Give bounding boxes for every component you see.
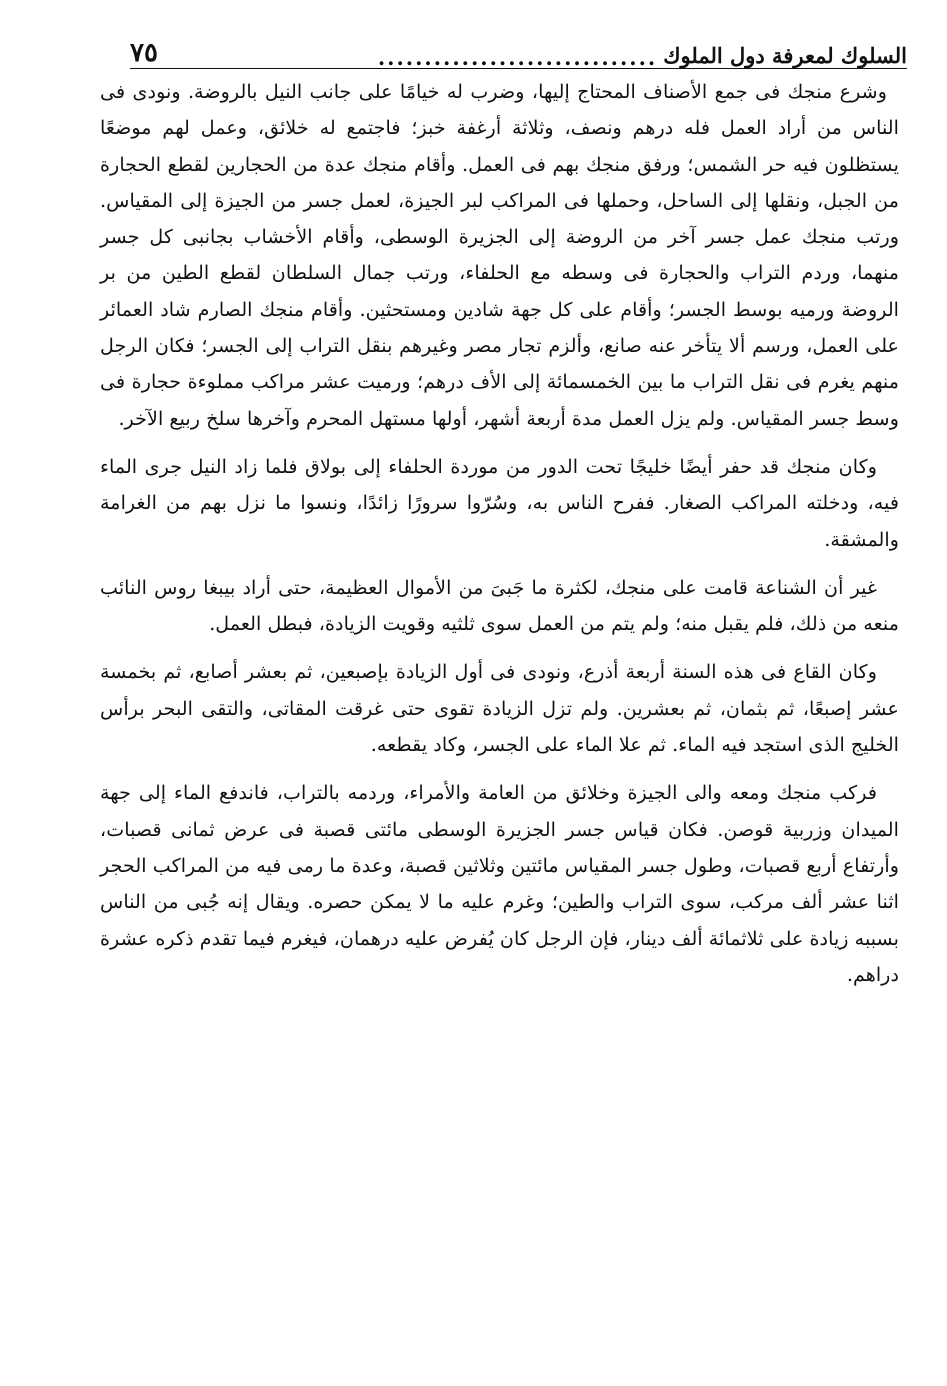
paragraph-4: وكان القاع فى هذه السنة أربعة أذرع، ونودى فى أول الزيادة بإصبعين، ثم بعشر أصابع، ثم بخمسة عشر إصبعًا، ثم بثمان، ثم بعشرين. ولم تزل الزيادة تقوى حتى غرقت المقاتى، والتقى البحر برأس الخليج الذى استجد فيه الماء. ثم علا الماء على الجسر، وكاد يقطعه.	[100, 660, 899, 757]
running-header	[130, 28, 907, 69]
body-text	[100, 74, 899, 1005]
paragraph-1: وشرع منجك فى جمع الأصناف المحتاج إليها، وضرب له خيامًا على جانب النيل بالروضة. ونودى فى الناس من أراد العمل فله درهم ونصف، وثلاثة أرغفة خبز؛ فاجتمع له خلائق، وعمل لهم موضعًا يستظلون فيه حر الشمس؛ ورفق منجك بهم فى العمل. وأقام منجك عدة من الحجارين لقطع الحجارة من الجبل، ونقلها إلى الساحل، وحملها فى المراكب لبر الجيزة، لعمل جسر من الجيزة إلى المقياس. ورتب منجك عمل جسر آخر من الروضة إلى الجزيرة الوسطى، وأقام الأخشاب بجانبى كل جسر منهما، وردم التراب والحجارة فى وسطه مع الحلفاء، ورتب جمال السلطان لقطع الطين من بر الروضة ورميه بوسط الجسر؛ وأقام على كل جهة شادين ومستحثين. وأقام منجك الصارم شاد العمائر على العمل، ورسم ألا يتأخر عنه صانع، وألزم تجار مصر وغيرهم بنقل التراب إلى الجسر؛ فكان الرجل منهم يغرم فى نقل التراب ما بين الخمسمائة إلى الأف درهم؛ ورميت عشر مراكب مملوءة حجارة فى وسط جسر المقياس. ولم يزل العمل مدة أربعة أشهر، أولها مستهل المحرم وآخرها سلخ ربيع الآخر.	[100, 80, 899, 430]
paragraph-3: غير أن الشناعة قامت على منجك، لكثرة ما جَبىَ من الأموال العظيمة، حتى أراد بيبغا روس النائب منعه من ذلك، فلم يقبل منه؛ ولم يتم من العمل سوى ثلثيه وقويت الزيادة، فبطل العمل.	[100, 575, 899, 636]
page-number: ٧٥	[130, 38, 158, 68]
running-header-title: السلوك لمعرفة دول الملوك	[663, 43, 907, 68]
paragraph-2: وكان منجك قد حفر أيضًا خليجًا تحت الدور من موردة الحلفاء إلى بولاق فلما زاد النيل جرى الماء فيه، ودخلته المراكب الصغار. ففرح الناس به، وسُرّوا سرورًا زائدًا، ونسوا ما نزل بهم من الغرامة والمشقة.	[100, 454, 899, 551]
header-leader-dots: ..............................	[377, 47, 658, 68]
paragraph-5: فركب منجك ومعه والى الجيزة وخلائق من العامة والأمراء، وردمه بالتراب، فاندفع الماء إلى جهة الميدان وزربية قوصن. فكان قياس جسر الجزيرة الوسطى مائتى قصبة فى عرض ثمانى قصبات، وأرتفاع أربع قصبات، وطول جسر المقياس مائتين وثلاثين قصبة، وعدة ما رمى فيه من المراكب الحجر اثنا عشر ألف مركب، سوى التراب والطين؛ وغرم عليه ما لا يمكن حصره. ويقال إنه جُبى من الناس بسببه زيادة على ثلاثمائة ألف دينار، فإن الرجل كان يُفرض عليه درهمان، فيغرم فيما تقدم ذكره عشرة دراهم.	[100, 781, 899, 986]
